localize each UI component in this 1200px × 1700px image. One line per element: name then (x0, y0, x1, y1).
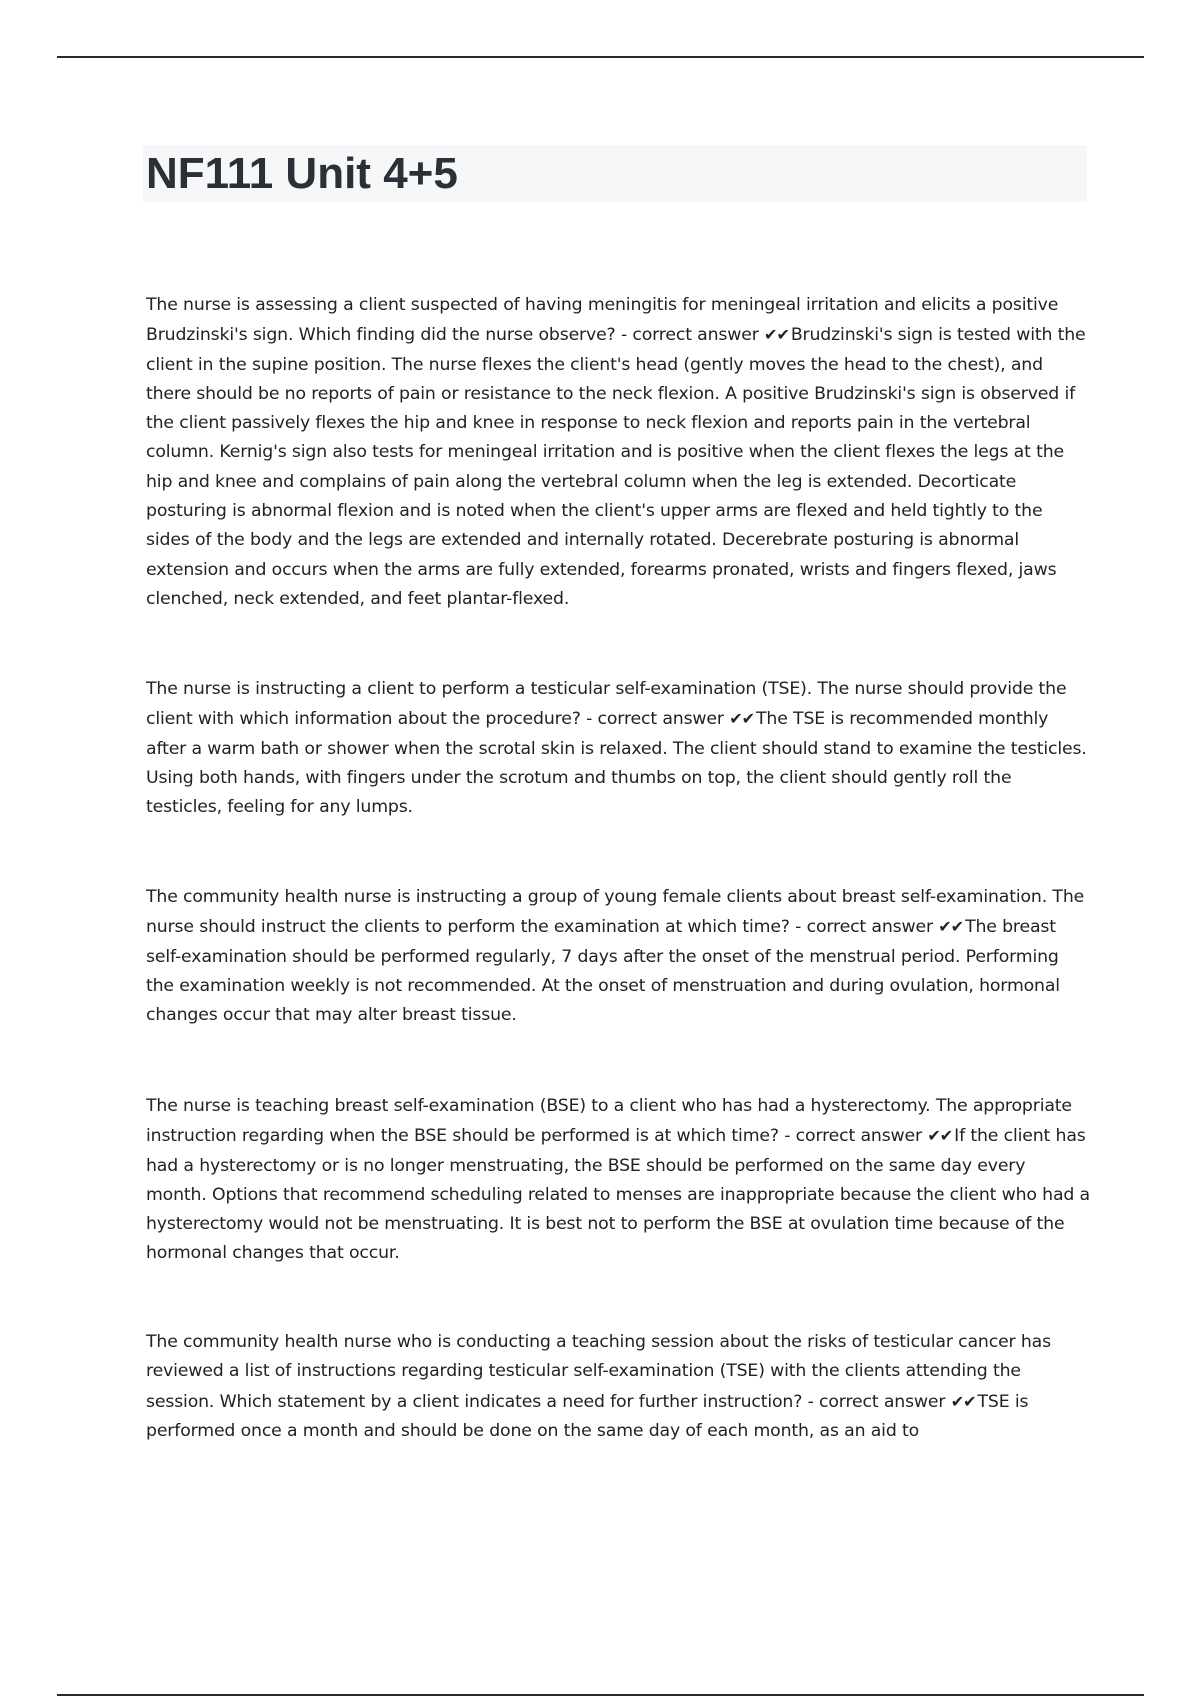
qa-item (146, 675, 1090, 822)
answer-text: TSE is performed once a month and should be done on the same day of each month, as an aid to (146, 1391, 1029, 1441)
question-text: The nurse is assessing a client suspected of having meningitis for meningeal irritation and elicits a positive Brudzinski's sign. Which finding did the nurse observe? (146, 295, 1059, 346)
answer-marker: - correct answer (784, 1126, 922, 1147)
answer-marker: - correct answer (807, 1391, 946, 1412)
top-rule (57, 56, 1144, 58)
answer-text: If the client has had a hysterectomy or is no longer menstruating, the BSE should be performed on the same day every month. Options that recommend scheduling related to menses are inappropriate because the client who had a hysterectomy would not be menstruating. It is best not to perform the BSE at ovulation time because of the hormonal changes that occur. (146, 1126, 1090, 1264)
page-title: NF111 Unit 4+5 (146, 149, 458, 198)
answer-marker: - correct answer (586, 709, 724, 730)
question-text: The community health nurse is instructing a group of young female clients about breast self-examination. The nurse should instruct the clients to perform the examination at which time? (146, 887, 1085, 938)
answer-marker: - correct answer (795, 917, 933, 938)
qa-item (146, 883, 1090, 1030)
double-check-icon: ✔✔ (927, 1126, 953, 1146)
qa-item (146, 1092, 1090, 1269)
answer-text: The TSE is recommended monthly after a warm bath or shower when the scrotal skin is relaxed. The client should stand to examine the testicles. Using both hands, with fingers under the scrotum and thumbs on top, the client should gently roll the testicles, feeling for any lumps. (146, 709, 1087, 818)
double-check-icon: ✔✔ (764, 325, 789, 345)
bottom-rule (57, 1694, 1144, 1696)
question-text: The nurse is instructing a client to perform a testicular self-examination (TSE). The nurse should provide the client with which information about the procedure? (146, 679, 1067, 730)
double-check-icon: ✔✔ (950, 1391, 976, 1411)
qa-item (146, 1328, 1090, 1446)
double-check-icon: ✔✔ (729, 709, 754, 729)
answer-marker: - correct answer (620, 325, 759, 346)
question-text: The community health nurse who is conducting a teaching session about the risks of testicular cancer has reviewed a list of instructions regarding testicular self-examination (TSE) with the clients attending the session. Which statement by a client indicates a need for further instruction? (146, 1332, 1051, 1412)
double-check-icon: ✔✔ (938, 917, 964, 937)
answer-text: The breast self-examination should be performed regularly, 7 days after the onset of the menstrual period. Performing the examination weekly is not recommended. At the onset of menstruation and during ovulation, hormonal changes occur that may alter breast tissue. (146, 917, 1060, 1026)
qa-item (146, 291, 1090, 614)
question-text: The nurse is teaching breast self-examination (BSE) to a client who has had a hysterectomy. The appropriate instruction regarding when the BSE should be performed is at which time? (146, 1096, 1072, 1147)
answer-text: Brudzinski's sign is tested with the client in the supine position. The nurse flexes the client's head (gently moves the head to the chest), and there should be no reports of pain or resistance to the neck flexion. A positive Brudzinski's sign is observed if the client passively flexes the hip and knee in response to neck flexion and reports pain in the vertebral column. Kernig's sign also tests for meningeal irritation and is positive when the client flexes the legs at the hip and knee and complains of pain along the vertebral column when the leg is extended. Decorticate posturing is abnormal flexion and is noted when the client's upper arms are flexed and held tightly to the sides of the body and the legs are extended and internally rotated. Decerebrate posturing is abnormal extension and occurs when the arms are fully extended, forearms pronated, wrists and fingers flexed, jaws clenched, neck extended, and feet plantar-flexed. (146, 325, 1086, 609)
